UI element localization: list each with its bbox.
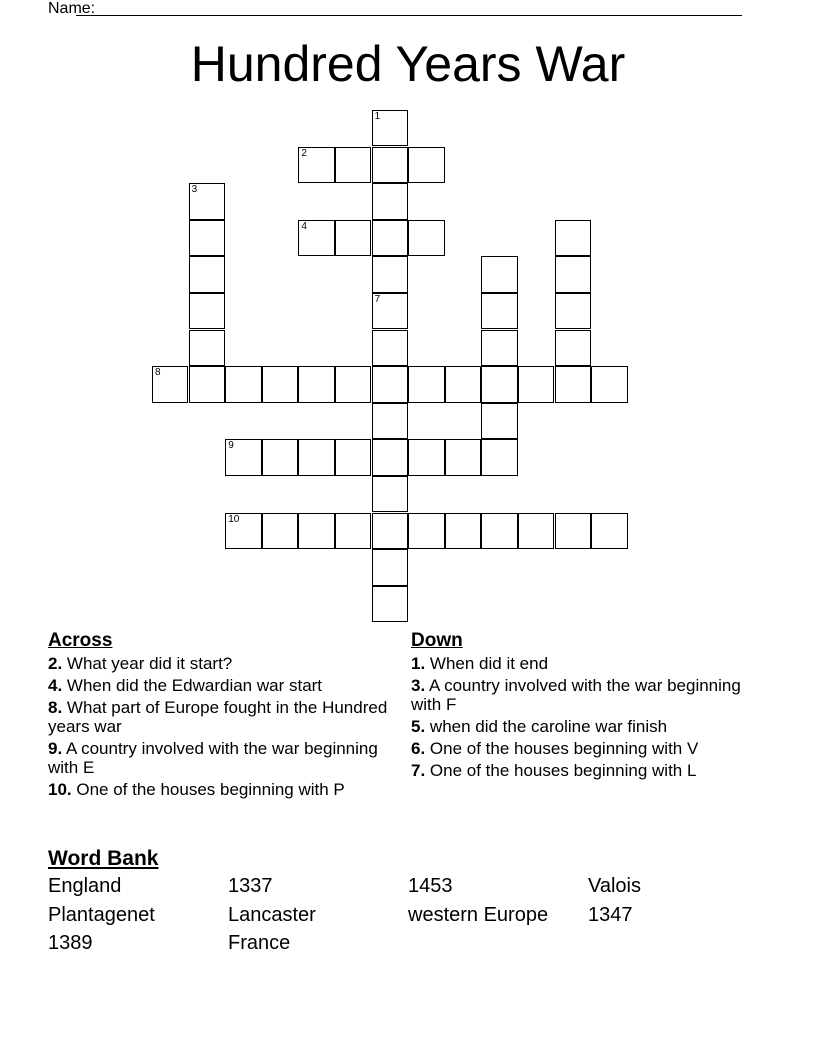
clue-number: 7 xyxy=(374,294,381,305)
grid-cell[interactable] xyxy=(189,366,225,402)
across-clue xyxy=(48,654,393,673)
grid-cell[interactable] xyxy=(518,366,554,402)
grid-cell[interactable] xyxy=(372,513,408,549)
grid-cell[interactable] xyxy=(335,439,371,475)
clue-number-label: 3. xyxy=(411,676,426,695)
grid-cell[interactable] xyxy=(225,366,261,402)
grid-cell[interactable] xyxy=(298,439,334,475)
grid-cell[interactable] xyxy=(445,366,481,402)
clue-number: 1 xyxy=(374,111,381,122)
grid-cell[interactable] xyxy=(298,220,334,256)
clue-number-label: 4. xyxy=(48,676,63,695)
clue-number-label: 10. xyxy=(48,780,72,799)
down-clues xyxy=(411,629,756,783)
grid-cell[interactable] xyxy=(591,513,627,549)
clue-text: One of the houses beginning with V xyxy=(425,739,699,758)
down-clue xyxy=(411,676,756,714)
clue-text: What year did it start? xyxy=(62,654,233,673)
clue-text: When did the Edwardian war start xyxy=(62,676,323,695)
word-bank-item: 1453 xyxy=(408,875,453,897)
grid-cell[interactable] xyxy=(481,256,517,292)
grid-cell[interactable] xyxy=(518,513,554,549)
grid-cell[interactable] xyxy=(372,256,408,292)
grid-cell[interactable] xyxy=(372,293,408,329)
grid-cell[interactable] xyxy=(189,220,225,256)
grid-cell[interactable] xyxy=(152,366,188,402)
clue-number-label: 9. xyxy=(48,739,63,758)
grid-cell[interactable] xyxy=(591,366,627,402)
across-clue xyxy=(48,698,393,736)
grid-cell[interactable] xyxy=(372,439,408,475)
word-bank-item: 1337 xyxy=(228,875,273,897)
grid-cell[interactable] xyxy=(189,330,225,366)
grid-cell[interactable] xyxy=(372,330,408,366)
grid-cell[interactable] xyxy=(372,586,408,622)
grid-cell[interactable] xyxy=(408,366,444,402)
down-heading: Down xyxy=(411,630,463,651)
grid-cell[interactable] xyxy=(372,476,408,512)
word-bank-item: England xyxy=(48,875,122,897)
grid-cell[interactable] xyxy=(555,330,591,366)
clue-number-label: 1. xyxy=(411,654,426,673)
across-clue xyxy=(48,739,393,777)
word-bank-title: Word Bank xyxy=(48,847,159,870)
across-heading: Across xyxy=(48,630,113,651)
clue-number-label: 8. xyxy=(48,698,63,717)
clue-number-label: 2. xyxy=(48,654,63,673)
grid-cell[interactable] xyxy=(408,220,444,256)
grid-cell[interactable] xyxy=(372,183,408,219)
down-clue xyxy=(411,739,756,758)
page-title: Hundred Years War xyxy=(190,36,626,92)
down-clue xyxy=(411,654,756,673)
clue-number: 2 xyxy=(301,147,307,159)
word-bank-item: western Europe xyxy=(408,904,549,926)
grid-cell[interactable] xyxy=(298,513,334,549)
grid-cell[interactable] xyxy=(445,439,481,475)
clue-number-label: 6. xyxy=(411,739,426,758)
across-clue xyxy=(48,780,393,799)
grid-cell[interactable] xyxy=(335,513,371,549)
clue-number-label: 7. xyxy=(411,761,426,780)
grid-cell[interactable] xyxy=(481,439,517,475)
grid-cell[interactable] xyxy=(408,513,444,549)
grid-cell[interactable] xyxy=(189,183,225,219)
grid-cell[interactable] xyxy=(335,147,371,183)
clue-text: when did the caroline war finish xyxy=(425,717,668,736)
grid-cell[interactable] xyxy=(481,330,517,366)
grid-cell[interactable] xyxy=(372,110,408,146)
clue-text: A country involved with the war beginning with F xyxy=(411,676,741,714)
clue-number: 3 xyxy=(191,184,198,196)
grid-cell[interactable] xyxy=(481,293,517,329)
clue-number: 8 xyxy=(155,367,161,379)
clue-text: One of the houses beginning with L xyxy=(425,761,697,780)
grid-cell[interactable] xyxy=(335,220,371,256)
grid-cell[interactable] xyxy=(408,147,444,183)
grid-cell[interactable] xyxy=(555,366,591,402)
across-clues xyxy=(48,629,393,802)
grid-cell[interactable] xyxy=(372,549,408,585)
word-bank-item: France xyxy=(228,932,291,954)
down-clue xyxy=(411,761,756,780)
grid-cell[interactable] xyxy=(372,220,408,256)
clue-text: One of the houses beginning with P xyxy=(71,780,345,799)
grid-cell[interactable] xyxy=(372,366,408,402)
word-bank-item: Plantagenet xyxy=(48,904,155,926)
clue-number-label: 5. xyxy=(411,717,426,736)
across-clue xyxy=(48,676,393,695)
clue-text: When did it end xyxy=(425,654,549,673)
clue-number: 10 xyxy=(228,513,240,525)
grid-cell[interactable] xyxy=(372,403,408,439)
grid-cell[interactable] xyxy=(262,366,298,402)
grid-cell[interactable] xyxy=(555,256,591,292)
grid-cell[interactable] xyxy=(225,439,261,475)
word-bank-item: 1389 xyxy=(48,932,93,954)
grid-cell[interactable] xyxy=(189,256,225,292)
grid-cell[interactable] xyxy=(481,513,517,549)
grid-cell[interactable] xyxy=(298,147,334,183)
grid-cell[interactable] xyxy=(445,513,481,549)
grid-cell[interactable] xyxy=(372,147,408,183)
name-label: Name: xyxy=(48,0,96,17)
grid-cell[interactable] xyxy=(481,366,517,402)
grid-cell[interactable] xyxy=(555,293,591,329)
grid-cell[interactable] xyxy=(262,513,298,549)
word-bank-item: Lancaster xyxy=(228,904,316,926)
word-bank-item: 1347 xyxy=(588,904,633,926)
clue-number: 9 xyxy=(228,440,234,452)
grid-cell[interactable] xyxy=(262,439,298,475)
clue-number: 4 xyxy=(301,220,307,232)
down-clue xyxy=(411,717,756,736)
grid-cell[interactable] xyxy=(555,220,591,256)
grid-cell[interactable] xyxy=(555,513,591,549)
grid-cell[interactable] xyxy=(225,513,261,549)
grid-cell[interactable] xyxy=(335,366,371,402)
grid-cell[interactable] xyxy=(408,439,444,475)
grid-cell[interactable] xyxy=(189,293,225,329)
grid-cell[interactable] xyxy=(481,403,517,439)
word-bank-item: Valois xyxy=(588,875,641,897)
clue-text: What part of Europe fought in the Hundred years war xyxy=(48,698,388,736)
grid-cell[interactable] xyxy=(298,366,334,402)
clue-text: A country involved with the war beginning with E xyxy=(48,739,378,777)
